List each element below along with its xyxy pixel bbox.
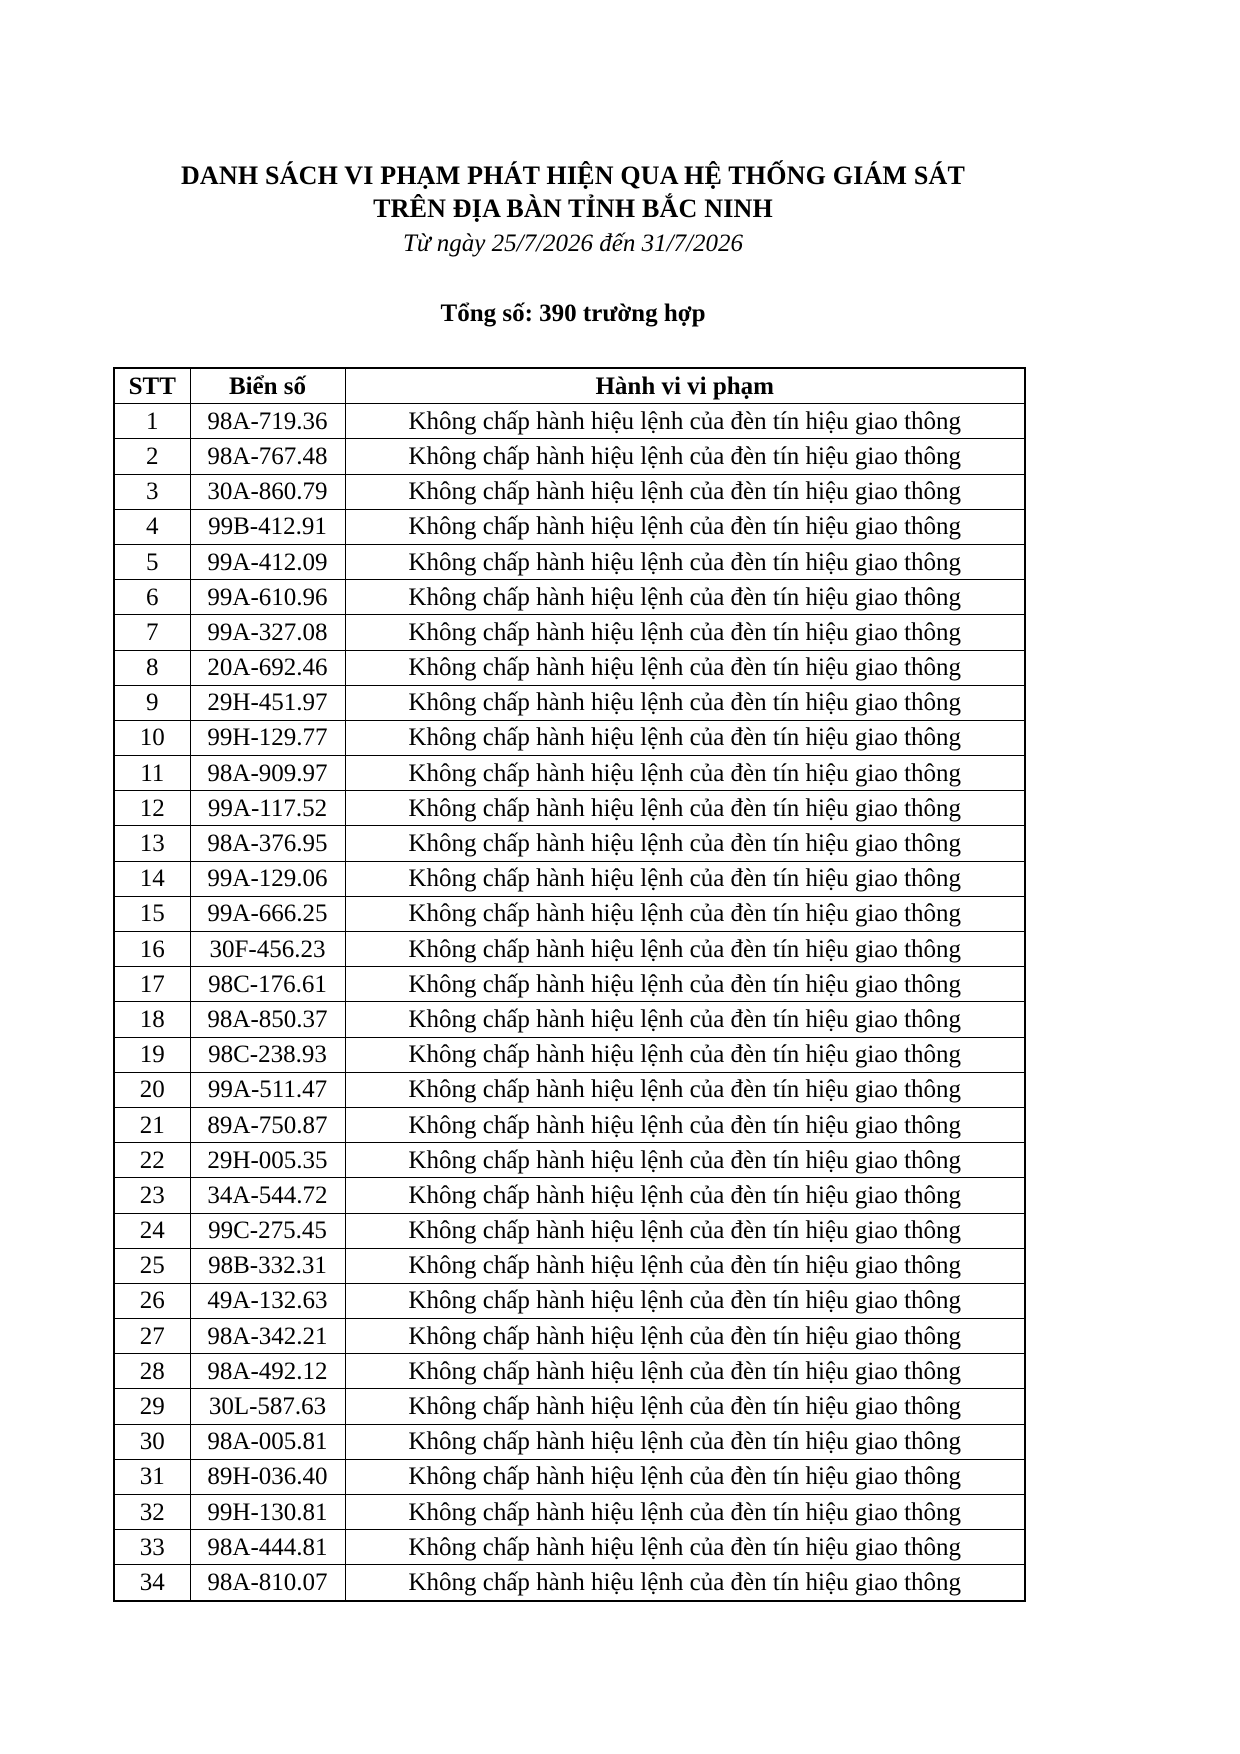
plate-cell: 89A-750.87 <box>190 1107 345 1142</box>
plate-cell: 98A-719.36 <box>190 404 345 439</box>
table-row <box>114 404 1025 439</box>
plate-cell: 99A-666.25 <box>190 896 345 931</box>
plate-cell: 98A-810.07 <box>190 1565 345 1601</box>
stt-cell: 12 <box>114 791 190 826</box>
table-row <box>114 439 1025 474</box>
violation-cell: Không chấp hành hiệu lệnh của đèn tín hiệu giao thông <box>345 1283 1025 1318</box>
violation-cell: Không chấp hành hiệu lệnh của đèn tín hiệu giao thông <box>345 650 1025 685</box>
stt-cell: 32 <box>114 1495 190 1530</box>
violation-cell: Không chấp hành hiệu lệnh của đèn tín hiệu giao thông <box>345 544 1025 579</box>
column-header-violation: Hành vi vi phạm <box>345 368 1025 404</box>
plate-cell: 30L-587.63 <box>190 1389 345 1424</box>
stt-cell: 27 <box>114 1319 190 1354</box>
stt-cell: 23 <box>114 1178 190 1213</box>
stt-cell: 26 <box>114 1283 190 1318</box>
plate-cell: 99A-412.09 <box>190 544 345 579</box>
violation-cell: Không chấp hành hiệu lệnh của đèn tín hiệu giao thông <box>345 1143 1025 1178</box>
table-row <box>114 1319 1025 1354</box>
violation-cell: Không chấp hành hiệu lệnh của đèn tín hiệu giao thông <box>345 791 1025 826</box>
violation-cell: Không chấp hành hiệu lệnh của đèn tín hiệu giao thông <box>345 932 1025 967</box>
stt-cell: 8 <box>114 650 190 685</box>
plate-cell: 98A-376.95 <box>190 826 345 861</box>
violation-cell: Không chấp hành hiệu lệnh của đèn tín hiệu giao thông <box>345 1248 1025 1283</box>
plate-cell: 30F-456.23 <box>190 932 345 967</box>
stt-cell: 28 <box>114 1354 190 1389</box>
stt-cell: 33 <box>114 1530 190 1565</box>
table-row <box>114 756 1025 791</box>
stt-cell: 20 <box>114 1072 190 1107</box>
violation-cell: Không chấp hành hiệu lệnh của đèn tín hiệu giao thông <box>345 720 1025 755</box>
violation-cell: Không chấp hành hiệu lệnh của đèn tín hiệu giao thông <box>345 1319 1025 1354</box>
violation-cell: Không chấp hành hiệu lệnh của đèn tín hiệu giao thông <box>345 1037 1025 1072</box>
document-title-line2: TRÊN ĐỊA BÀN TỈNH BẮC NINH <box>373 194 773 223</box>
violation-cell: Không chấp hành hiệu lệnh của đèn tín hiệu giao thông <box>345 1424 1025 1459</box>
plate-cell: 99A-610.96 <box>190 580 345 615</box>
stt-cell: 13 <box>114 826 190 861</box>
violation-cell: Không chấp hành hiệu lệnh của đèn tín hiệu giao thông <box>345 1107 1025 1142</box>
stt-cell: 34 <box>114 1565 190 1601</box>
violation-cell: Không chấp hành hiệu lệnh của đèn tín hiệu giao thông <box>345 1565 1025 1601</box>
plate-cell: 34A-544.72 <box>190 1178 345 1213</box>
violation-cell: Không chấp hành hiệu lệnh của đèn tín hiệu giao thông <box>345 474 1025 509</box>
table-row <box>114 474 1025 509</box>
stt-cell: 11 <box>114 756 190 791</box>
plate-cell: 98C-238.93 <box>190 1037 345 1072</box>
table-row <box>114 1424 1025 1459</box>
stt-cell: 25 <box>114 1248 190 1283</box>
plate-cell: 99A-327.08 <box>190 615 345 650</box>
violation-cell: Không chấp hành hiệu lệnh của đèn tín hiệu giao thông <box>345 756 1025 791</box>
stt-cell: 18 <box>114 1002 190 1037</box>
violation-cell: Không chấp hành hiệu lệnh của đèn tín hiệu giao thông <box>345 1459 1025 1494</box>
violation-cell: Không chấp hành hiệu lệnh của đèn tín hiệu giao thông <box>345 1072 1025 1107</box>
violation-cell: Không chấp hành hiệu lệnh của đèn tín hiệu giao thông <box>345 685 1025 720</box>
table-row <box>114 1213 1025 1248</box>
plate-cell: 99A-117.52 <box>190 791 345 826</box>
date-range: Từ ngày 25/7/2026 đến 31/7/2026 <box>402 230 743 257</box>
violation-cell: Không chấp hành hiệu lệnh của đèn tín hiệu giao thông <box>345 404 1025 439</box>
stt-cell: 5 <box>114 544 190 579</box>
plate-cell: 30A-860.79 <box>190 474 345 509</box>
table-row <box>114 1248 1025 1283</box>
table-row <box>114 1354 1025 1389</box>
stt-cell: 2 <box>114 439 190 474</box>
violation-cell: Không chấp hành hiệu lệnh của đèn tín hiệu giao thông <box>345 896 1025 931</box>
stt-cell: 16 <box>114 932 190 967</box>
plate-cell: 98C-176.61 <box>190 967 345 1002</box>
stt-cell: 19 <box>114 1037 190 1072</box>
plate-cell: 98A-342.21 <box>190 1319 345 1354</box>
violation-cell: Không chấp hành hiệu lệnh của đèn tín hiệu giao thông <box>345 826 1025 861</box>
column-header-stt: STT <box>114 368 190 404</box>
plate-cell: 29H-451.97 <box>190 685 345 720</box>
table-row <box>114 861 1025 896</box>
table-row <box>114 615 1025 650</box>
table-row <box>114 826 1025 861</box>
plate-cell: 98A-909.97 <box>190 756 345 791</box>
table-row <box>114 544 1025 579</box>
table-row <box>114 1037 1025 1072</box>
table-row <box>114 685 1025 720</box>
stt-cell: 1 <box>114 404 190 439</box>
table-row <box>114 509 1025 544</box>
table-body <box>114 404 1025 1601</box>
table-row <box>114 1283 1025 1318</box>
plate-cell: 99A-511.47 <box>190 1072 345 1107</box>
violation-cell: Không chấp hành hiệu lệnh của đèn tín hiệu giao thông <box>345 509 1025 544</box>
violation-cell: Không chấp hành hiệu lệnh của đèn tín hiệu giao thông <box>345 1213 1025 1248</box>
plate-cell: 20A-692.46 <box>190 650 345 685</box>
plate-cell: 98A-492.12 <box>190 1354 345 1389</box>
table-row <box>114 1143 1025 1178</box>
table-row <box>114 1002 1025 1037</box>
table-row <box>114 1495 1025 1530</box>
violation-cell: Không chấp hành hiệu lệnh của đèn tín hiệu giao thông <box>345 1002 1025 1037</box>
plate-cell: 99C-275.45 <box>190 1213 345 1248</box>
plate-cell: 99B-412.91 <box>190 509 345 544</box>
stt-cell: 21 <box>114 1107 190 1142</box>
stt-cell: 29 <box>114 1389 190 1424</box>
stt-cell: 9 <box>114 685 190 720</box>
violation-table <box>113 367 1026 1602</box>
table-row <box>114 1072 1025 1107</box>
table-row <box>114 1459 1025 1494</box>
plate-cell: 98A-005.81 <box>190 1424 345 1459</box>
stt-cell: 22 <box>114 1143 190 1178</box>
table-row <box>114 650 1025 685</box>
plate-cell: 99H-130.81 <box>190 1495 345 1530</box>
column-header-plate: Biển số <box>190 368 345 404</box>
table-row <box>114 1530 1025 1565</box>
violation-cell: Không chấp hành hiệu lệnh của đèn tín hiệu giao thông <box>345 1495 1025 1530</box>
stt-cell: 6 <box>114 580 190 615</box>
total-count: Tổng số: 390 trường hợp <box>440 300 706 327</box>
violation-cell: Không chấp hành hiệu lệnh của đèn tín hiệu giao thông <box>345 1530 1025 1565</box>
table-row <box>114 791 1025 826</box>
document-title-line1: DANH SÁCH VI PHẠM PHÁT HIỆN QUA HỆ THỐNG GIÁM SÁT <box>180 161 966 190</box>
stt-cell: 17 <box>114 967 190 1002</box>
table-row <box>114 896 1025 931</box>
plate-cell: 98A-444.81 <box>190 1530 345 1565</box>
plate-cell: 49A-132.63 <box>190 1283 345 1318</box>
table-row <box>114 1178 1025 1213</box>
table-row <box>114 1389 1025 1424</box>
stt-cell: 7 <box>114 615 190 650</box>
violation-cell: Không chấp hành hiệu lệnh của đèn tín hiệu giao thông <box>345 439 1025 474</box>
stt-cell: 24 <box>114 1213 190 1248</box>
violation-cell: Không chấp hành hiệu lệnh của đèn tín hiệu giao thông <box>345 1389 1025 1424</box>
violation-cell: Không chấp hành hiệu lệnh của đèn tín hiệu giao thông <box>345 967 1025 1002</box>
plate-cell: 29H-005.35 <box>190 1143 345 1178</box>
stt-cell: 14 <box>114 861 190 896</box>
plate-cell: 98A-850.37 <box>190 1002 345 1037</box>
plate-cell: 98A-767.48 <box>190 439 345 474</box>
plate-cell: 99H-129.77 <box>190 720 345 755</box>
table-row <box>114 932 1025 967</box>
table-row <box>114 1107 1025 1142</box>
violation-cell: Không chấp hành hiệu lệnh của đèn tín hiệu giao thông <box>345 861 1025 896</box>
stt-cell: 31 <box>114 1459 190 1494</box>
stt-cell: 3 <box>114 474 190 509</box>
plate-cell: 89H-036.40 <box>190 1459 345 1494</box>
table-header-row <box>114 368 1025 404</box>
stt-cell: 10 <box>114 720 190 755</box>
stt-cell: 15 <box>114 896 190 931</box>
violation-cell: Không chấp hành hiệu lệnh của đèn tín hiệu giao thông <box>345 580 1025 615</box>
violation-cell: Không chấp hành hiệu lệnh của đèn tín hiệu giao thông <box>345 1354 1025 1389</box>
table-row <box>114 967 1025 1002</box>
violation-cell: Không chấp hành hiệu lệnh của đèn tín hiệu giao thông <box>345 1178 1025 1213</box>
table-row <box>114 580 1025 615</box>
stt-cell: 30 <box>114 1424 190 1459</box>
table-row <box>114 1565 1025 1601</box>
stt-cell: 4 <box>114 509 190 544</box>
plate-cell: 99A-129.06 <box>190 861 345 896</box>
violation-cell: Không chấp hành hiệu lệnh của đèn tín hiệu giao thông <box>345 615 1025 650</box>
table-row <box>114 720 1025 755</box>
plate-cell: 98B-332.31 <box>190 1248 345 1283</box>
